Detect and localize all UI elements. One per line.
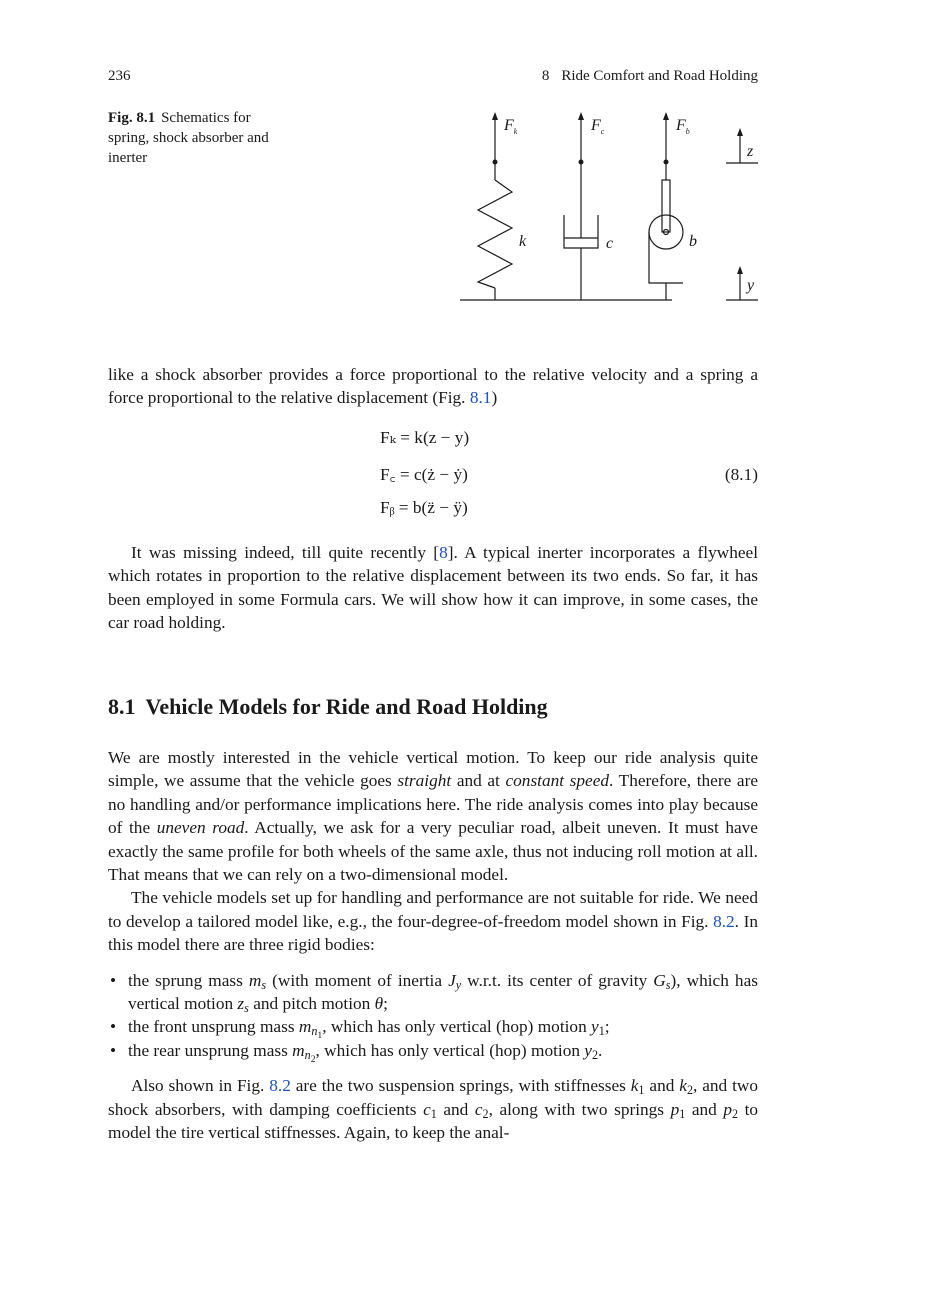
- intro-text-end: ): [491, 388, 498, 408]
- para2-emphasis-straight: straight: [397, 771, 452, 791]
- equation-number: (8.1): [724, 465, 758, 484]
- force-arrow-c: [578, 112, 584, 120]
- paragraph-suspension: Also shown in Fig. 8.2 are the two suspension springs, with stiffnesses $k_1$ and $k_2$, and two shock absorbers, with damping coefficients $c_1$ and $c_2$, along with two springs $p_1$ and $p_2$ to model the tire vertical stiffnesses. Again, to keep the anal-: [108, 1076, 759, 1143]
- spring-node: [493, 160, 498, 165]
- para1-text: It was missing indeed, till quite recently [: [131, 543, 440, 562]
- force-label-c: $F_c$: [591, 117, 605, 136]
- figure-ref-8-2-b[interactable]: 8.2: [269, 1076, 291, 1096]
- figure-8-1: [440, 100, 770, 315]
- displacement-label-z: z: [747, 143, 754, 160]
- list-item: • the sprung mass $m_s$ (with moment of inertia $J_y$ w.r.t. its center of gravity $G_s$), which has vertical motion $z_s$ and pitch motion θ;: [108, 969, 758, 1016]
- paragraph-vertical-motion: [108, 746, 758, 886]
- inerter-frame: [649, 232, 683, 283]
- inerter-label-b: b: [689, 233, 697, 250]
- figure-ref-8-1[interactable]: 8.1: [469, 388, 492, 408]
- intro-text: like a shock absorber provides a force proportional to the relative velocity and a spring a force proportional to the relative displacement (Fig.: [108, 365, 758, 408]
- figure-label: Fig. 8.1: [108, 110, 156, 126]
- section-body: [108, 746, 758, 1145]
- figure-caption-text: Schematics for spring, shock absorber and inerter: [108, 110, 269, 166]
- equation-fc: F꜀ = c(ż − ẏ): [380, 465, 468, 484]
- para1-text-end: ]. A typical inerter incorporates a flywheel which rotates in proportion to the relative displacement between its two ends. So far, it has been employed in some Formula cars. We will show how it can improve, in some cases, the car road holding.: [108, 543, 759, 633]
- section-number: 8.1: [108, 694, 136, 719]
- spring-label-k: k: [519, 233, 527, 250]
- para2-text-3: . Therefore, there are no handling and/or performance implications here. The ride analysis comes into play because of the: [108, 771, 758, 838]
- para2-emphasis-road: uneven road: [156, 818, 245, 838]
- chapter-title: Ride Comfort and Road Holding: [561, 68, 758, 84]
- para2-emphasis-speed: constant speed: [505, 771, 610, 791]
- para2-text-1: We are mostly interested in the vehicle vertical motion. To keep our ride analysis quite simple, we assume that the vehicle goes: [108, 748, 758, 791]
- inerter-node: [664, 160, 669, 165]
- damper-node: [579, 160, 584, 165]
- para3-text-2: . In this model there are three rigid bodies:: [108, 911, 758, 955]
- force-label-b: $F_b$: [676, 117, 690, 136]
- figure-ref-8-2[interactable]: 8.2: [713, 911, 735, 931]
- citation-ref-8[interactable]: 8: [439, 543, 448, 562]
- running-head: [542, 68, 758, 85]
- rigid-bodies-list: [108, 969, 758, 1063]
- equation-fb: Fᵦ = b(z̈ − ÿ): [380, 498, 468, 517]
- intro-paragraph: [108, 363, 758, 410]
- z-arrow-head: [737, 128, 743, 136]
- chapter-number: 8: [541, 68, 550, 84]
- figure-caption: [108, 108, 293, 168]
- para3-text-1: The vehicle models set up for handling and performance are not suitable for ride. We need to develop a tailored model like, e.g., the four-degree-of-freedom model shown in Fig.: [108, 888, 758, 931]
- paragraph-vehicle-models: [108, 886, 758, 956]
- inerter-rack: [662, 180, 670, 232]
- displacement-label-y: y: [747, 277, 755, 294]
- section-title: Vehicle Models for Ride and Road Holding: [145, 694, 548, 719]
- y-arrow-head: [737, 266, 743, 274]
- paragraph-inerter: [108, 541, 758, 635]
- list-item: • the front unsprung mass $m_{n_1}$, which has only vertical (hop) motion $y_1$;: [108, 1015, 758, 1038]
- force-arrow-b: [663, 112, 669, 120]
- force-label-k: $F_k$: [504, 117, 518, 136]
- page-number: 236: [108, 68, 131, 84]
- equation-fk: Fₖ = k(z − y): [380, 428, 470, 447]
- para2-text-4: . Actually, we ask for a very peculiar road, albeit uneven. It must have exactly the same profile for both wheels of the same axle, thus not inducing roll motion at all. That means that we can rely on a two-dimensional model.: [108, 818, 758, 885]
- section-heading: [108, 694, 548, 720]
- spring-zigzag: [478, 180, 512, 288]
- list-item: • the rear unsprung mass $m_{n_2}$, which has only vertical (hop) motion $y_2$.: [108, 1039, 758, 1062]
- para2-text-2: and at: [451, 771, 506, 791]
- force-arrow-k: [492, 112, 498, 120]
- equation-8-1: [108, 428, 758, 528]
- damper-label-c: c: [606, 235, 614, 252]
- schematic-diagram: [440, 100, 770, 310]
